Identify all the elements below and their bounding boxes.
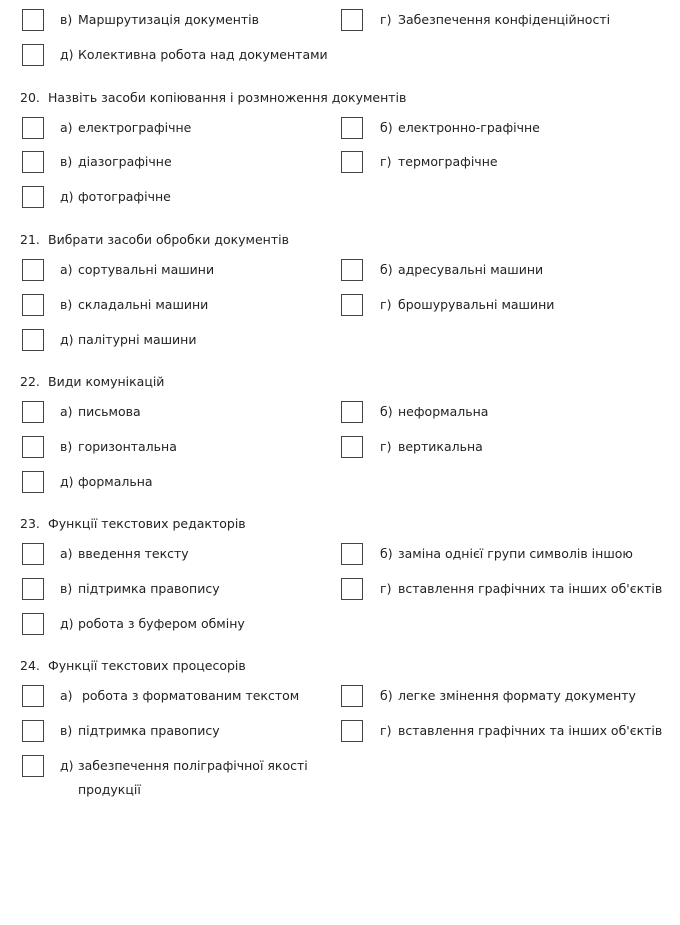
option-label [60,754,318,802]
answer-checkbox[interactable] [22,401,44,423]
option-label [380,546,633,562]
option-label [380,581,662,597]
option-text: термографічне [398,154,498,169]
option-label [380,404,488,420]
answer-checkbox[interactable] [341,117,363,139]
question-text: Вибрати засоби обробки документів [48,232,289,247]
option-letter: а) [60,404,73,419]
option-letter: г) [380,439,392,454]
option-text: палітурні машини [78,332,197,347]
option-text: робота з форматованим текстом [78,688,300,703]
answer-checkbox[interactable] [22,186,44,208]
answer-checkbox[interactable] [22,578,44,600]
option-letter: в) [60,297,73,312]
question-title [20,516,246,532]
option-text: заміна однієї групи символів іншою [398,546,633,561]
option-label [60,47,328,63]
answer-checkbox[interactable] [22,720,44,742]
answer-checkbox[interactable] [341,259,363,281]
option-label [60,332,196,348]
option-label [380,262,543,278]
question-title [20,90,406,106]
answer-checkbox[interactable] [341,294,363,316]
option-label [380,12,610,28]
option-text: неформальна [398,404,489,419]
answer-checkbox[interactable] [22,259,44,281]
option-letter: д) [60,332,74,347]
option-label [380,688,636,704]
option-text: введення тексту [78,546,189,561]
question-text: Функції текстових редакторів [48,516,246,531]
answer-checkbox[interactable] [22,471,44,493]
answer-checkbox[interactable] [341,543,363,565]
option-text: забезпечення поліграфічної якості продукції [78,758,308,797]
option-label [60,546,189,562]
option-letter: д) [60,758,74,773]
question-number: 21. [20,232,40,247]
option-text: сортувальні машини [78,262,215,277]
option-label [60,262,214,278]
option-letter: д) [60,616,74,631]
option-label [60,189,171,205]
question-number: 20. [20,90,40,105]
option-text: вставлення графічних та інших об'єктів [398,581,663,596]
answer-checkbox[interactable] [341,9,363,31]
option-letter: д) [60,474,74,489]
option-label [380,723,662,739]
option-label [60,120,191,136]
option-letter: а) [60,262,73,277]
option-label [60,154,172,170]
option-label [380,154,498,170]
answer-checkbox[interactable] [22,9,44,31]
option-letter: г) [380,12,392,27]
answer-checkbox[interactable] [341,436,363,458]
option-label [60,12,259,28]
answer-checkbox[interactable] [22,436,44,458]
question-text: Види комунікацій [48,374,165,389]
option-letter: в) [60,154,73,169]
answer-checkbox[interactable] [22,329,44,351]
option-label [60,439,177,455]
question-title [20,232,289,248]
option-text: формальна [78,474,153,489]
option-label [60,581,220,597]
answer-checkbox[interactable] [341,151,363,173]
option-label [60,474,153,490]
option-label [60,616,245,632]
option-label [60,723,220,739]
option-letter: б) [380,404,393,419]
question-number: 24. [20,658,40,673]
option-text: робота з буфером обміну [78,616,245,631]
option-letter: в) [60,581,73,596]
answer-checkbox[interactable] [22,117,44,139]
option-letter: г) [380,297,392,312]
answer-checkbox[interactable] [341,401,363,423]
option-label [60,404,141,420]
option-text: Забезпечення конфіденційності [398,12,611,27]
answer-checkbox[interactable] [22,543,44,565]
option-text: Маршрутизація документів [78,12,259,27]
answer-checkbox[interactable] [22,613,44,635]
question-number: 22. [20,374,40,389]
option-letter: б) [380,120,393,135]
question-title [20,374,164,390]
answer-checkbox[interactable] [22,685,44,707]
answer-checkbox[interactable] [341,685,363,707]
option-letter: д) [60,47,74,62]
option-letter: б) [380,262,393,277]
answer-checkbox[interactable] [22,755,44,777]
question-text: Назвіть засоби копіювання і розмноження документів [48,90,407,105]
option-letter: г) [380,154,392,169]
option-label [60,297,208,313]
option-text: Колективна робота над документами [78,47,328,62]
option-text: легке змінення формату документу [398,688,636,703]
option-label [380,439,483,455]
option-text: електронно-графічне [398,120,540,135]
question-text: Функції текстових процесорів [48,658,246,673]
option-letter: б) [380,688,393,703]
option-letter: а) [60,546,73,561]
option-letter: а) [60,688,73,703]
option-text: вставлення графічних та інших об'єктів [398,723,663,738]
option-text: підтримка правопису [78,723,220,738]
option-text: адресувальні машини [398,262,544,277]
option-label [380,297,554,313]
option-text: вертикальна [398,439,483,454]
option-letter: а) [60,120,73,135]
option-letter: г) [380,723,392,738]
answer-checkbox[interactable] [22,44,44,66]
question-number: 23. [20,516,40,531]
option-text: підтримка правопису [78,581,220,596]
option-text: діазографічне [78,154,172,169]
option-text: брошурувальні машини [398,297,555,312]
option-text: фотографічне [78,189,171,204]
option-text: складальні машини [78,297,209,312]
option-letter: в) [60,723,73,738]
question-title [20,658,246,674]
answer-checkbox[interactable] [22,294,44,316]
answer-checkbox[interactable] [341,578,363,600]
option-letter: д) [60,189,74,204]
option-letter: в) [60,12,73,27]
option-text: електрографічне [78,120,192,135]
option-letter: г) [380,581,392,596]
option-text: горизонтальна [78,439,177,454]
option-label [380,120,540,136]
option-label [60,688,299,704]
answer-checkbox[interactable] [22,151,44,173]
answer-checkbox[interactable] [341,720,363,742]
option-letter: б) [380,546,393,561]
option-letter: в) [60,439,73,454]
option-text: письмова [78,404,141,419]
